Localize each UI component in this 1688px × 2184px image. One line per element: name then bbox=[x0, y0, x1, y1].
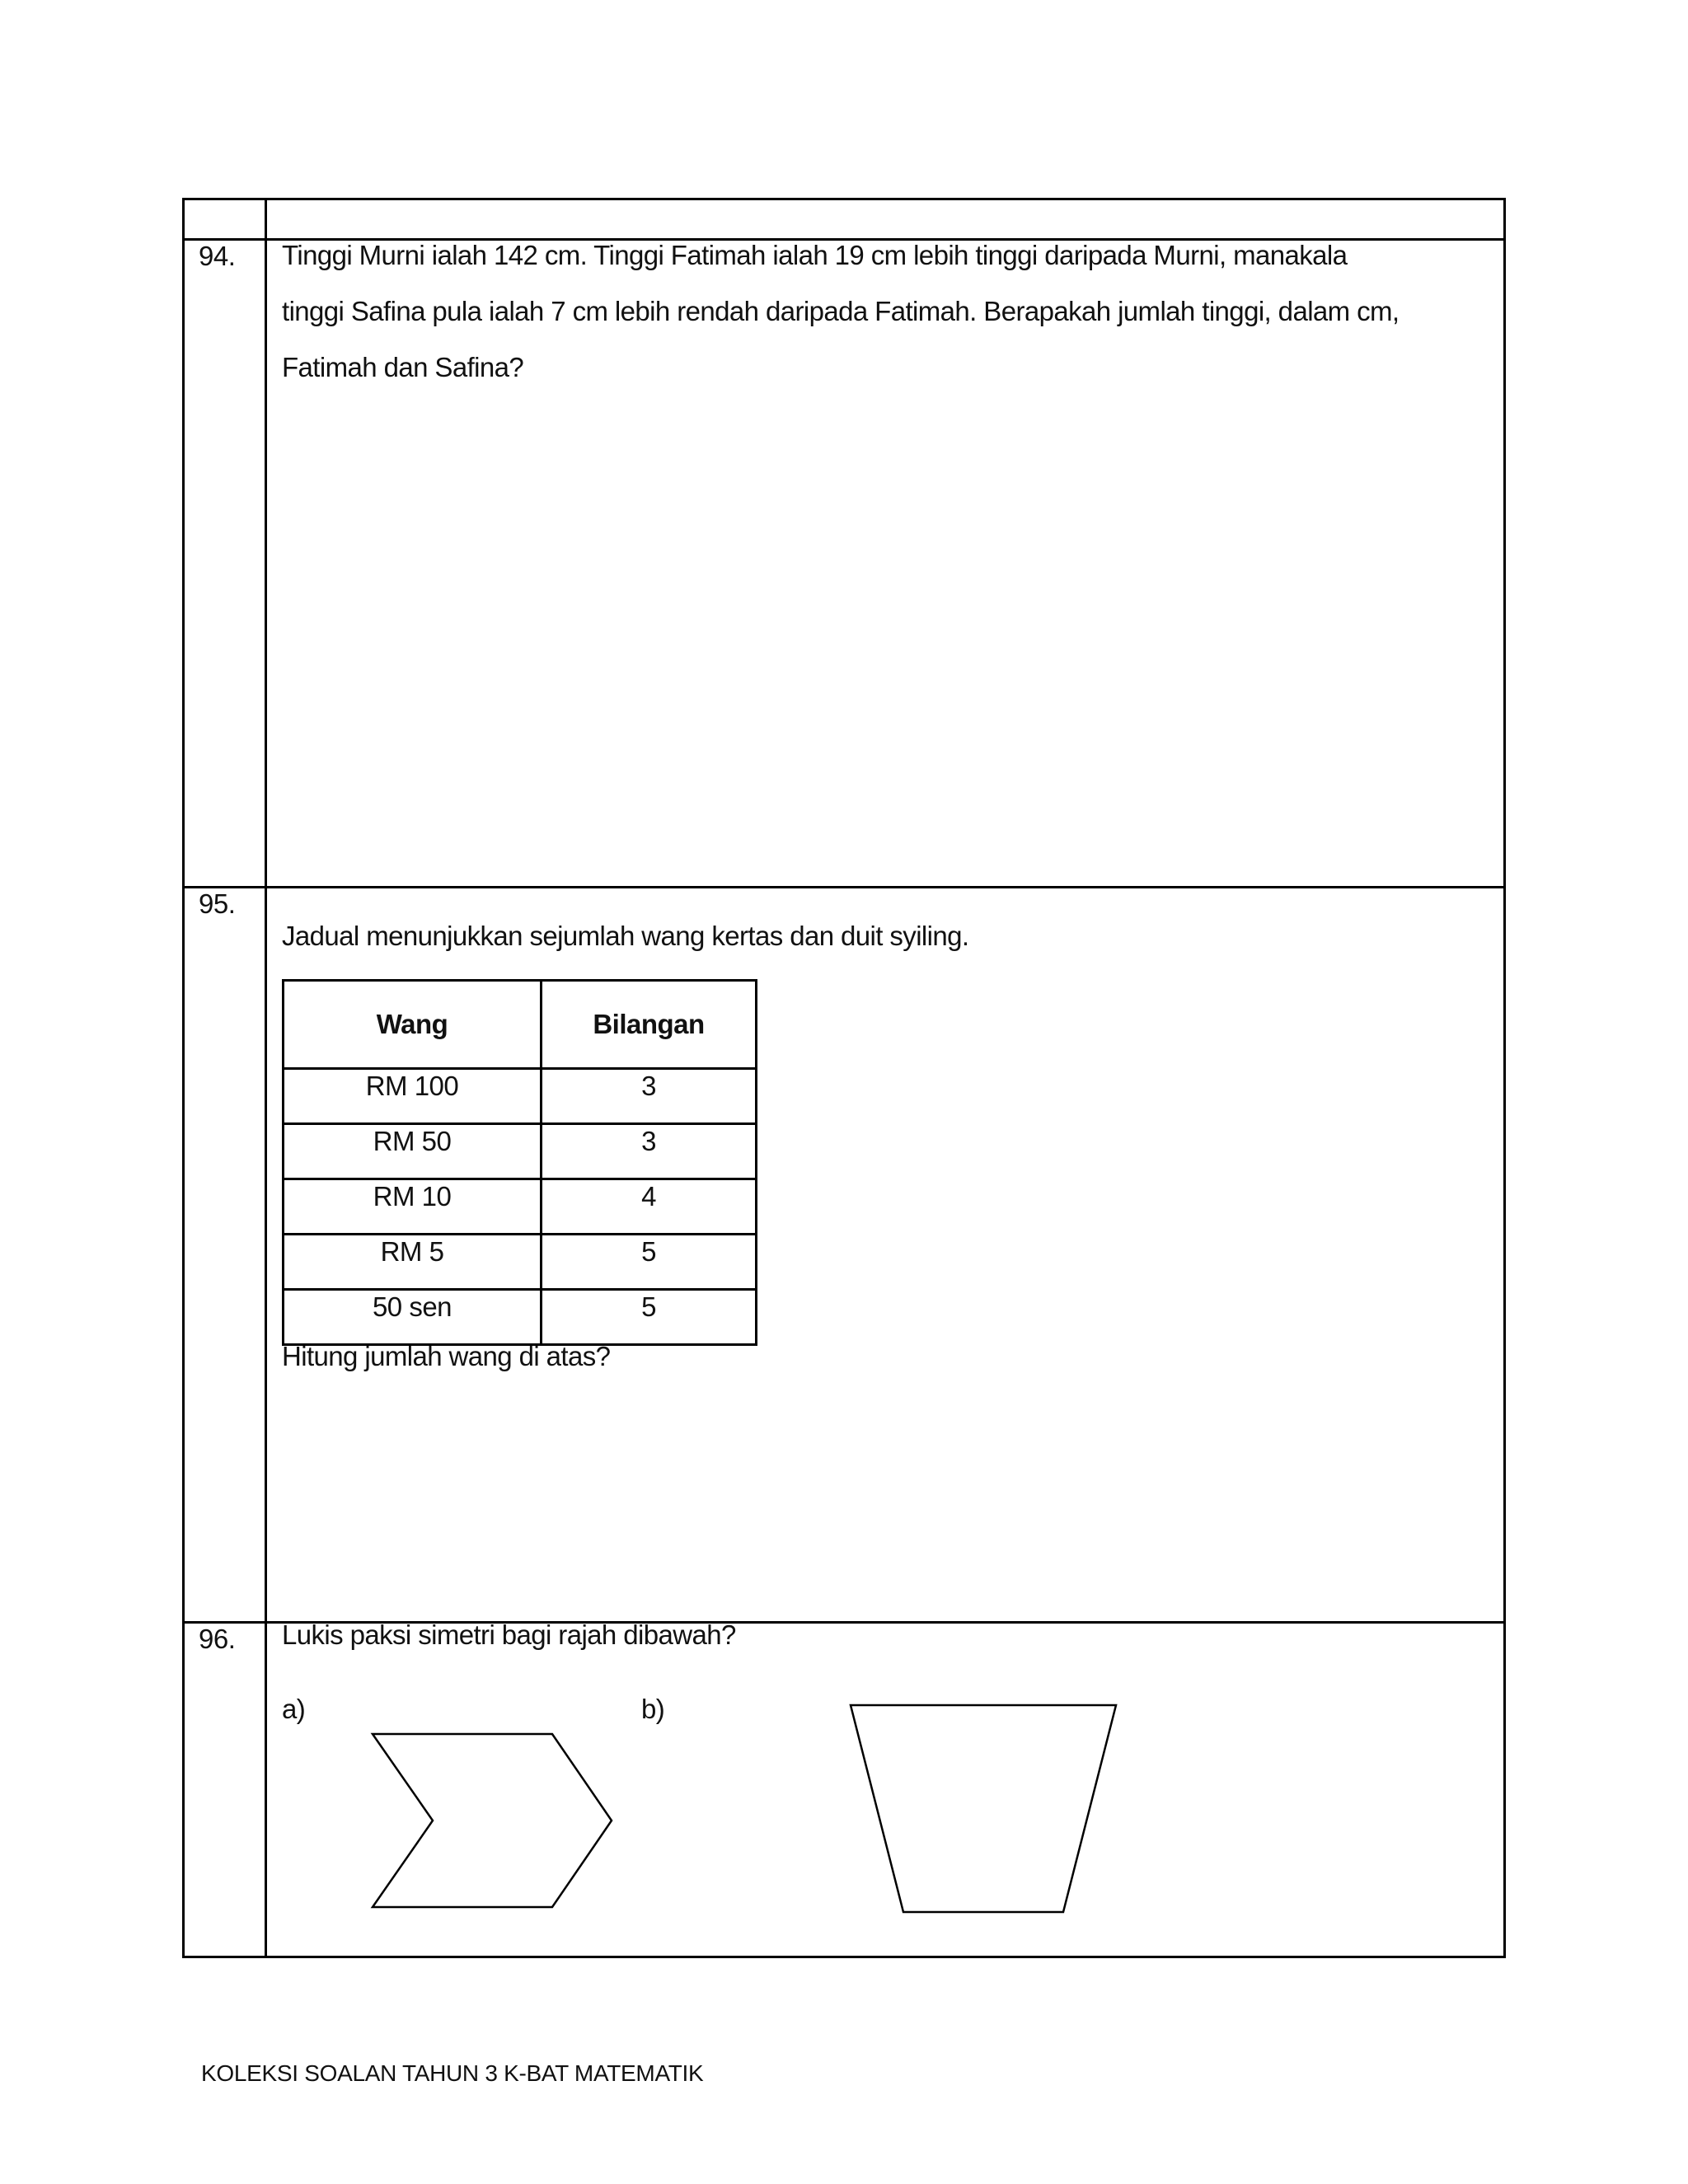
question-96-prompt: Lukis paksi simetri bagi rajah dibawah? bbox=[282, 1619, 736, 1650]
table-row bbox=[284, 1124, 757, 1179]
question-number-95: 95. bbox=[199, 888, 236, 919]
question-94-line-1: Tinggi Murni ialah 142 cm. Tinggi Fatimah ialah 19 cm lebih tinggi daripada Murni, manakala bbox=[282, 240, 1348, 270]
money-value: RM 5 bbox=[284, 1235, 542, 1290]
table-left-border bbox=[182, 198, 185, 1958]
money-table bbox=[282, 979, 757, 1346]
question-text-94 bbox=[282, 227, 1400, 396]
column-header-bilangan: Bilangan bbox=[542, 981, 757, 1069]
money-count: 3 bbox=[542, 1124, 757, 1179]
part-a-label: a) bbox=[282, 1694, 306, 1724]
question-95-intro: Jadual menunjukkan sejumlah wang kertas dan duit syiling. bbox=[282, 921, 969, 951]
money-value: RM 10 bbox=[284, 1179, 542, 1235]
part-b-label: b) bbox=[641, 1694, 665, 1724]
money-value: RM 50 bbox=[284, 1124, 542, 1179]
money-count: 4 bbox=[542, 1179, 757, 1235]
trapezium-shape bbox=[841, 1698, 1129, 1920]
question-number-96: 96. bbox=[199, 1624, 236, 1654]
question-94-line-3: Fatimah dan Safina? bbox=[282, 352, 524, 382]
chevron-shape bbox=[363, 1727, 618, 1912]
money-count: 3 bbox=[542, 1069, 757, 1124]
page-footer: KOLEKSI SOALAN TAHUN 3 K-BAT MATEMATIK bbox=[201, 2060, 704, 2086]
table-row bbox=[284, 1179, 757, 1235]
money-value: RM 100 bbox=[284, 1069, 542, 1124]
column-header-wang: Wang bbox=[284, 981, 542, 1069]
question-94-line-2: tinggi Safina pula ialah 7 cm lebih rendah daripada Fatimah. Berapakah jumlah tinggi, dalam cm, bbox=[282, 296, 1400, 326]
row-divider-95 bbox=[182, 886, 1506, 888]
money-table-header bbox=[284, 981, 757, 1069]
money-value: 50 sen bbox=[284, 1290, 542, 1345]
money-count: 5 bbox=[542, 1290, 757, 1345]
number-column-divider bbox=[265, 198, 267, 1958]
table-row bbox=[284, 1235, 757, 1290]
table-row bbox=[284, 1069, 757, 1124]
table-top-border bbox=[182, 198, 1506, 200]
question-number-94: 94. bbox=[199, 241, 236, 271]
money-count: 5 bbox=[542, 1235, 757, 1290]
question-95-prompt: Hitung jumlah wang di atas? bbox=[282, 1341, 611, 1371]
table-right-border bbox=[1503, 198, 1506, 1958]
table-bottom-border bbox=[182, 1956, 1506, 1958]
